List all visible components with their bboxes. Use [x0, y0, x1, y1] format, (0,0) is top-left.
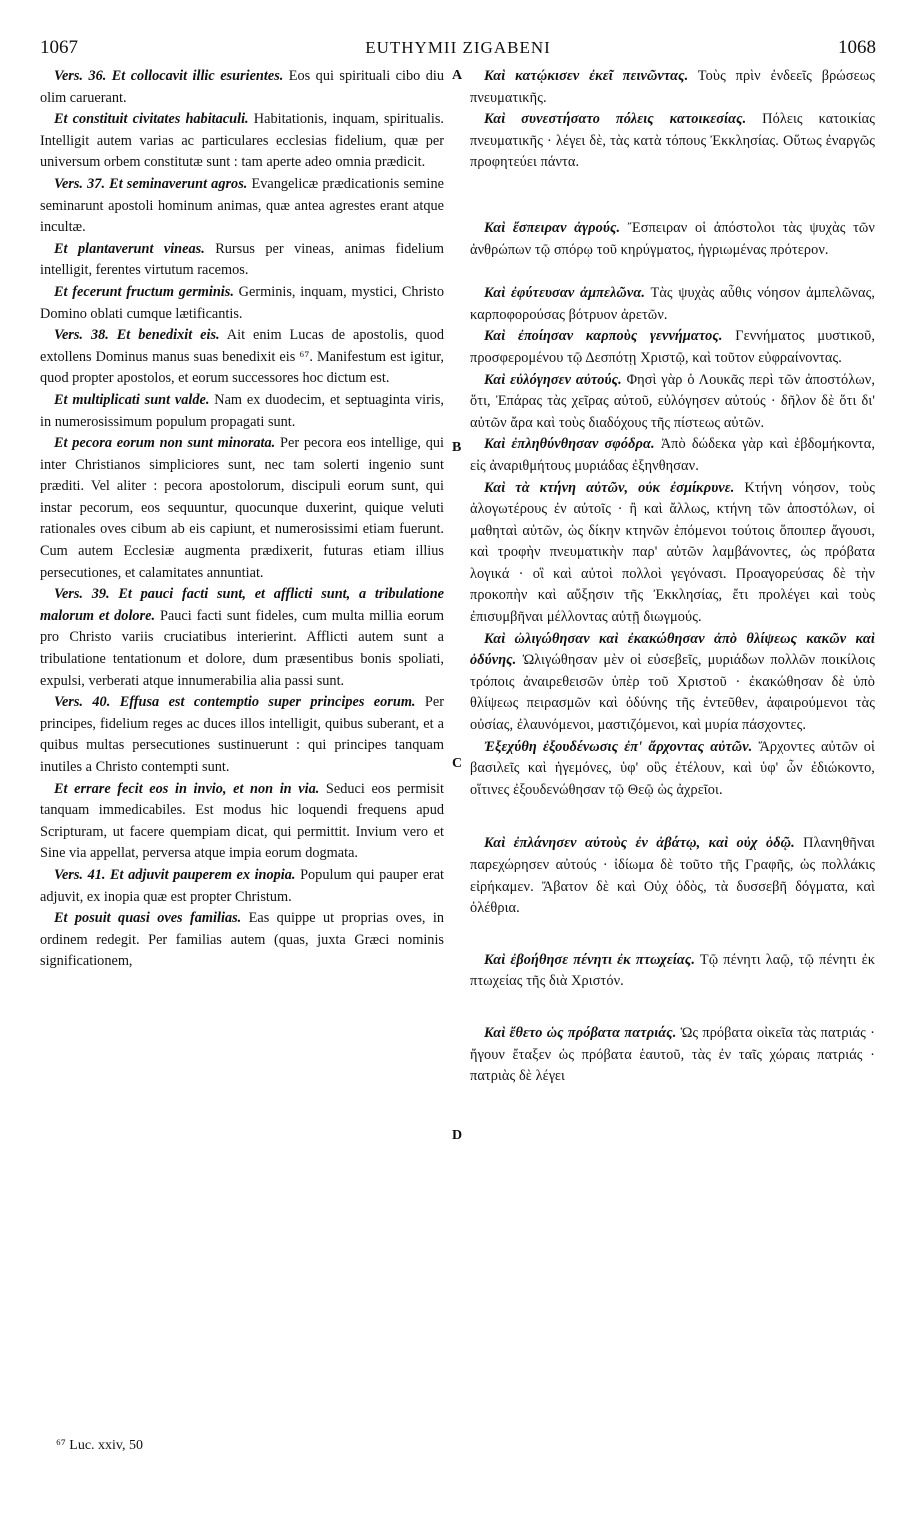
latin-paragraph: Et fecerunt fructum germinis. Germinis, inquam, mystici, Christo Domino oblati cumque lætificantis. — [40, 283, 444, 322]
latin-paragraph: Et pecora eorum non sunt minorata. Per pecora eos intellige, qui inter Christianos simpliciores sunt, nec tam solerti ingenio sunt præditi. Vel aliter : pecora apostolorum, discipuli eorum sunt, qui instar pecorum, eos sequuntur, quocunque duxerint, quique veluti rationales oves cibum ab eis capiunt, et numerosissimi etiam fuerunt. Cum autem Ecclesiæ augmenta prædixerit, futuras etiam illius persecutiones, et calamitates annuntiat. — [40, 435, 444, 581]
latin-paragraph: Vers. 41. Et adjuvit pauperem ex inopia. Populum qui pauper erat adjuvit, ex inopia quæ est propter Christum. — [40, 866, 445, 905]
left-page-number: 1067 — [40, 37, 78, 58]
margin-marker-a: A — [452, 68, 463, 83]
greek-paragraph: Καὶ ἐπληθύνθησαν σφόδρα. Ἀπὸ δώδεκα γὰρ καὶ ἑβδομήκοντα, εἰς ἀναριθμήτους μυριάδας ἐξηνθησαν. — [470, 436, 875, 474]
greek-paragraph: Καὶ ἐφύτευσαν ἀμπελῶνα. Τὰς ψυχὰς αὖθις νόησον ἀμπελῶνας, καρποφορούσας βότρυον ἀρετῶν. — [470, 285, 876, 323]
greek-paragraph: Καὶ ἐβοήθησε πένητι ἐκ πτωχείας. Τῷ πένητι λαῷ, τῷ πένητι ἐκ πτωχείας τῆς διὰ Χριστόν. — [470, 951, 875, 990]
latin-paragraph: Vers. 38. Et benedixit eis. Ait enim Lucas de apostolis, quod extollens Dominus manus suas benedixit eis ⁶⁷. Manifestum est igitur, quod propter apostolos, et eorum successores hoc dictum est. — [40, 327, 444, 387]
latin-paragraph: Vers. 36. Et collocavit illic esurientes. Eos qui spirituali cibo diu olim caruerant. — [40, 68, 444, 106]
latin-paragraph: Vers. 39. Et pauci facti sunt, et afflicti sunt, a tribulatione malorum et dolore. Pauci facti sunt fideles, cum multa millia eorum pro Christo variis cruciatibus interierint. Afflicti autem sunt a tribulatione tentationum et dolore, dum præsentibus bonis spoliati, expulsi, verberati atque innumerabilia alia passi sunt. — [40, 586, 444, 689]
greek-paragraph: Καὶ εὐλόγησεν αὐτούς. Φησὶ γὰρ ὁ Λουκᾶς περὶ τῶν ἀποστόλων, ὅτι, Ἐπάρας τὰς χεῖρας αὐτοῦ, εὐλόγησεν αὐτούς · δῆλον δὲ ὅτι δι' αὐτῶν ἄρα καὶ τοὺς διαδόχους τῆς πίστεως αὐτῶν. — [470, 371, 875, 431]
margin-marker-b: B — [452, 440, 462, 455]
greek-paragraph: Καὶ συνεστήσατο πόλεις κατοικεσίας. Πόλεις κατοικίας πνευματικῆς · λέγει δὲ, τὰς κατὰ τόπους Ἐκκλησίας. Οὕτως ἐναργῶς προφητεύει πάντα. — [470, 111, 875, 171]
greek-paragraph: Καὶ ἔσπειραν ἀγρούς. Ἔσπειραν οἱ ἀπόστολοι τὰς ψυχὰς τῶν ἀνθρώπων τῷ σπόρῳ τοῦ κηρύγματος, ἠγριωμένας πρότερον. — [470, 219, 875, 258]
greek-paragraph: Καὶ ἔθετο ὡς πρόβατα πατριάς. Ὡς πρόβατα οἰκεῖα τὰς πατριάς · ἤγουν ἔταξεν ὡς πρόβατα ἑαυτοῦ, τὰς ἐν ταῖς χώραις πατριάς · πατριὰς δὲ λέγει — [470, 1024, 876, 1085]
greek-paragraph: Ἐξεχύθη ἐξουδένωσις ἐπ' ἄρχοντας αὐτῶν. Ἄρχοντες αὐτῶν οἱ βασιλεῖς καὶ ἡγεμόνες, ὑφ' οὓς ἐτέλουν, καὶ ὑφ' ὧν ἐδιώκοντο, οἵτινες ἐξουδενώθησαν τῷ Θεῷ ὡς ἀχρεῖοι. — [470, 738, 875, 798]
latin-paragraph: Vers. 40. Effusa est contemptio super principes eorum. Per principes, fidelium reges ac duces illos intelligit, quibus suberant, et a quibus multas persecutiones sustinuerunt : qui principes tanquam inutiles a Christo contempti sunt. — [40, 694, 444, 775]
page-header — [40, 34, 876, 62]
margin-marker-c: C — [452, 756, 463, 771]
greek-paragraph: Καὶ ὠλιγώθησαν καὶ ἐκακώθησαν ἀπὸ θλίψεως κακῶν καὶ ὀδύνης. Ὠλιγώθησαν μὲν οἱ εὐσεβεῖς, μυριάδων πολλῶν ποικίλοις τρόποις ἀναιρεθεισῶν ὑπὲρ τοῦ Χριστοῦ · ἐκακώθησαν δὲ ὑπὸ θλίψεως πειρασμῶν καὶ ὀδύνης τῆς ἐντεῦθεν, ἀφαιρούμενοι τὰς οὐσίας, ἐλαυνόμενοι, μαστιζόμενοι, καὶ μυρία πάσχοντες. — [470, 630, 875, 734]
greek-paragraph: Καὶ κατῴκισεν ἐκεῖ πεινῶντας. Τοὺς πρὶν ἐνδεεῖς βρώσεως πνευματικῆς. — [470, 68, 875, 106]
footnote: ⁶⁷ Luc. xxiv, 50 — [56, 1438, 144, 1453]
latin-column — [40, 66, 444, 973]
right-page-number: 1068 — [838, 37, 876, 58]
latin-paragraph: Et plantaverunt vineas. Rursus per vineas, animas fidelium intelligit, ferentes virtutum racemos. — [40, 240, 444, 279]
latin-paragraph: Vers. 37. Et seminaverunt agros. Evangelicæ prædicationis semine seminarunt apostoli hominum animas, quæ antea agrestes erant atque incultæ. — [40, 175, 445, 236]
margin-marker-d: D — [452, 1128, 463, 1143]
running-title: EUTHYMII ZIGABENI — [365, 38, 551, 57]
greek-paragraph: Καὶ ἐπλάνησεν αὐτοὺς ἐν ἀβάτῳ, καὶ οὐχ ὁδῷ. Πλανηθῆναι παρεχώρησεν αὐτούς · ἰδίωμα δὲ τοῦτο τῆς Γραφῆς, ὡς πολλάκις εἰρήκαμεν. Ἄβατον δὲ καὶ Οὐχ ὁδὸς, τὰ δυσσεβῆ δόγματα, καὶ ὀλέθρια. — [470, 835, 875, 917]
latin-paragraph: Et posuit quasi oves familias. Eas quippe ut proprias oves, in ordinem redegit. Per familias autem (quas, juxta Græci nominis significationem, — [40, 910, 445, 970]
latin-paragraph: Et constituit civitates habitaculi. Habitationis, inquam, spiritualis. Intelligit autem varias ac particulares ecclesias fidelium, quæ per universum orbem constitutæ sunt : tam aperte adeo omnia prædicit. — [40, 111, 444, 171]
greek-paragraph: Καὶ ἐποίησαν καρποὺς γεννήματος. Γεννήματος μυστικοῦ, προσφερομένου τῷ Δεσπότῃ Χριστῷ, καὶ τοῦτον εὐφραίνοντας. — [470, 328, 875, 366]
greek-paragraph: Καὶ τὰ κτήνη αὐτῶν, οὐκ ἐσμίκρυνε. Κτήνη νόησον, τοὺς ἀλογωτέρους ἐν αὐτοῖς · ἢ καὶ ἄλλως, κτήνη τῶν ἀποστόλων, οἱ μαθηταὶ αὐτῶν, ὡς δίκην κτηνῶν ἑπόμενοι τούτοις ὅποιπερ ἄγουσι, καὶ τροφὴν πνευματικὴν παρ' αὐτῶν λαμβάνοντες, ὡς πρόβατα λογικά · οἳ καὶ αὐτοὶ πολλοὶ γεγόνασι. Προαγορεύσας δὲ τὴν προκοπὴν καὶ αὔξησιν τῆς Ἐκκλησίας, ἔτι προλέγει καὶ τοὺς ἐπισυμβῆναι μέλλοντας αὐτῇ διωγμούς. — [470, 479, 875, 626]
latin-paragraph: Et errare fecit eos in invio, et non in via. Seduci eos permisit tanquam immedicabiles. Est modus hic loquendi frequens apud Scripturam, ut facere quempiam dicat, qui permittit. Invium vero et Sine via appellat, perversa atque impia eorum dogmata. — [40, 780, 444, 862]
latin-paragraph: Et multiplicati sunt valde. Nam ex duodecim, et septuaginta viris, in numerosissimum populum propagati sunt. — [40, 391, 444, 430]
greek-column — [470, 66, 875, 1088]
